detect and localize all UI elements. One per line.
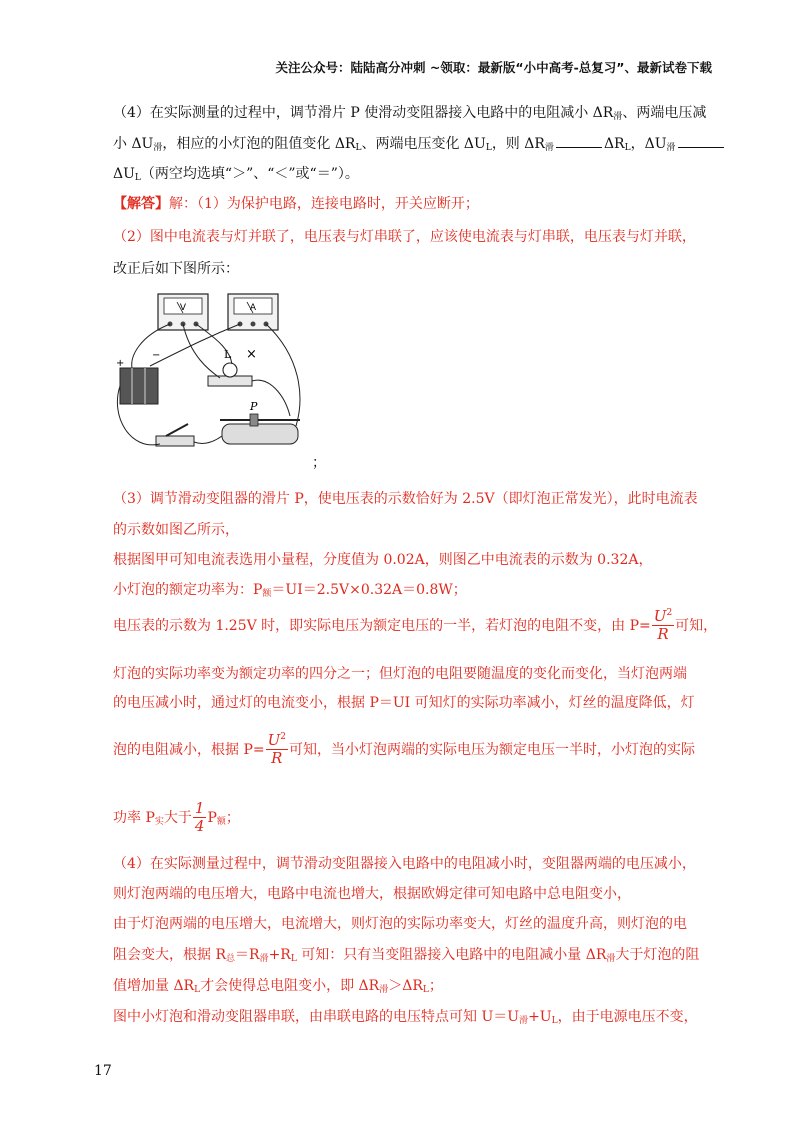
voltmeter-label: V	[179, 303, 187, 313]
lamp-label: L	[224, 348, 232, 361]
answer-line: 图中小灯泡和滑动变阻器串联，由串联电路的电压特点可知 $U=U_滑+U_L$，由于电源电压不变，	[113, 1009, 698, 1026]
fraction-one-quarter: $\frac{1}{4}$	[194, 799, 205, 836]
battery-plus-label: +	[116, 358, 125, 369]
answer-line: 电压表的示数为 1.25V 时，即实际电压为额定电压的一半，若灯泡的电阻不变，由 P= $\frac{U^2}{R}$ 可知，	[113, 607, 718, 644]
answer-line: 小灯泡的额定功率为：$P_额=UI=2.5V\times 0.32A=0.8W$；	[113, 582, 467, 599]
answer-line: （2）图中电流表与灯并联了，电压表与灯串联了，应该使电流表与灯串联，电压表与灯并联，	[113, 229, 696, 245]
slider-label: P	[250, 400, 258, 413]
answer-line: 的电压减小时，通过灯的电流变小，根据 P＝UI 可知灯的实际功率减小，灯丝的温度降低，灯	[113, 695, 695, 711]
answer-line: 值增加量 $\Delta R_L$才会使得总电阻变小，即 $\Delta R_滑>\Delta R_L$；	[113, 978, 443, 995]
page-header: 关注公众号：陆陆高分冲刺 ~领取：最新版“小中高考-总复习”、最新试卷下载	[275, 60, 712, 75]
answer-line: 功率 $P_实$大于 $\frac{1}{4}$ $P_额$；	[113, 799, 240, 836]
question-line: $\Delta U_L$（两空均选填“＞”、“＜”或“＝”）。	[113, 166, 359, 183]
question-line: （4）在实际测量的过程中，调节滑片 P 使滑动变阻器接入电路中的电阻减小 $\Delta R_滑$、两端电压减	[113, 105, 707, 122]
fraction-u2-over-r: $\frac{U^2}{R}$	[653, 607, 673, 644]
answer-line: 灯泡的实际功率变为额定功率的四分之一；但灯泡的电阻要随温度的变化而变化，当灯泡两端	[113, 666, 687, 682]
svg-text:×: ×	[246, 347, 257, 362]
answer-blank[interactable]	[556, 133, 602, 148]
answer-line: 泡的电阻减小，根据 P= $\frac{U^2}{R}$ 可知，当小灯泡两端的实际电压为额定电压一半时，小灯泡的实际	[113, 731, 695, 768]
answer-line: （4）在实际测量过程中，调节滑动变阻器接入电路中的电阻减小时，变阻器两端的电压减小，	[113, 856, 696, 872]
answer-line: （3）调节滑动变阻器的滑片 P，使电压表的示数恰好为 2.5V（即灯泡正常发光），此时电流表	[113, 491, 698, 507]
battery-minus-label: −	[152, 350, 161, 361]
fraction-u2-over-r: $\frac{U^2}{R}$	[267, 731, 286, 768]
answer-line: 则灯泡两端的电压增大，电路中电流也增大，根据欧姆定律可知电路中总电阻变小，	[113, 886, 631, 902]
circuit-diagram	[110, 286, 320, 466]
answer-blank[interactable]	[678, 133, 724, 148]
page-number: 17	[94, 1063, 112, 1079]
ammeter-icon	[228, 294, 278, 330]
answer-line: 由于灯泡两端的电压增大，电流增大，则灯泡的实际功率变大，灯丝的温度升高，则灯泡的电	[113, 916, 687, 932]
answer-line: 根据图甲可知电流表选用小量程，分度值为 0.02A，则图乙中电流表的示数为 0.32A，	[113, 552, 653, 568]
figure-semicolon: ；	[312, 455, 326, 471]
answer-line: 改正后如下图所示：	[113, 261, 239, 277]
answer-line: 阻会变大，根据 $R_总=R_滑+R_L$ 可知：只有当变阻器接入电路中的电阻减小量 $\Delta R_滑$大于灯泡的阻	[113, 947, 700, 964]
answer-line: 的示数如图乙所示，	[113, 522, 239, 538]
ammeter-label: A	[249, 303, 257, 313]
question-line: 小 $\Delta U_滑$，相应的小灯泡的阻值变化 $\Delta R_L$、两端电压变化 $\Delta U_L$，则 $\Delta R_滑$ $\Delta R_L$，$\Delta U_滑$	[113, 133, 726, 153]
answer-line: 【解答】解：（1）为保护电路，连接电路时，开关应断开；	[113, 196, 479, 212]
